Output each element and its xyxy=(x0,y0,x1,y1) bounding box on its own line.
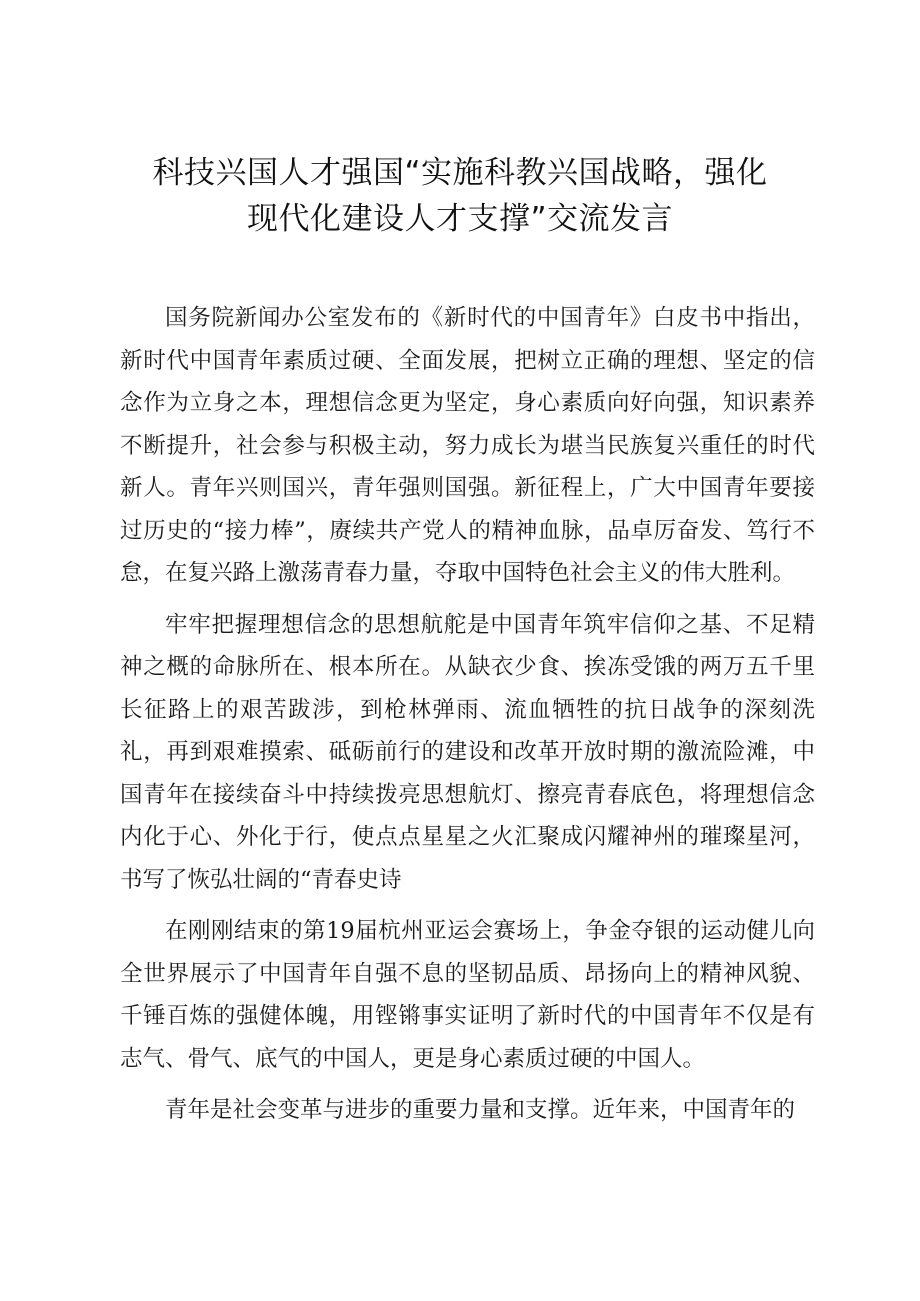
title-line-2: 现代化建设人才支撑”交流发言 xyxy=(246,201,674,237)
paragraph-3: 在刚刚结束的第19届杭州亚运会赛场上，争金夺银的运动健儿向全世界展示了中国青年自强不息的坚韧品质、昂扬向上的精神风貌、千锤百炼的强健体魄，用铿锵事实证明了新时代的中国青年不仅是有志气、骨气、底气的中国人，更是身心素质过硬的中国人。 xyxy=(120,918,815,1072)
paragraph-1: 国务院新闻办公室发布的《新时代的中国青年》白皮书中指出，新时代中国青年素质过硬、全面发展，把树立正确的理想、坚定的信念作为立身之本，理想信念更为坚定，身心素质向好向强，知识素养不断提升，社会参与积极主动，努力成长为堪当民族复兴重任的时代新人。青年兴则国兴，青年强则国强。新征程上，广大中国青年要接过历史的“接力棒”，赓续共产党人的精神血脉，品卓厉奋发、笃行不怠，在复兴路上激荡青春力量，夺取中国特色社会主义的伟大胜利。 xyxy=(120,305,815,586)
document-title xyxy=(110,150,810,242)
document-body xyxy=(120,297,815,1141)
paragraph-2: 牢牢把握理想信念的思想航舵是中国青年筑牢信仰之基、不足精神之概的命脉所在、根本所在。从缺衣少食、挨冻受饿的两万五千里长征路上的艰苦跋涉，到枪林弹雨、流血牺牲的抗日战争的深刻洗礼，再到艰难摸索、砥砺前行的建设和改革开放时期的激流险滩，中国青年在接续奋斗中持续拨亮思想航灯、擦亮青春底色，将理想信念内化于心、外化于行，使点点星星之火汇聚成闪耀神州的璀璨星河，书写了恢弘壮阔的“青春史诗 xyxy=(120,611,815,893)
title-line-1: 科技兴国人才强国“实施科教兴国战略，强化 xyxy=(152,155,768,191)
paragraph-4: 青年是社会变革与进步的重要力量和支撑。近年来，中国青年的 xyxy=(165,1097,796,1123)
